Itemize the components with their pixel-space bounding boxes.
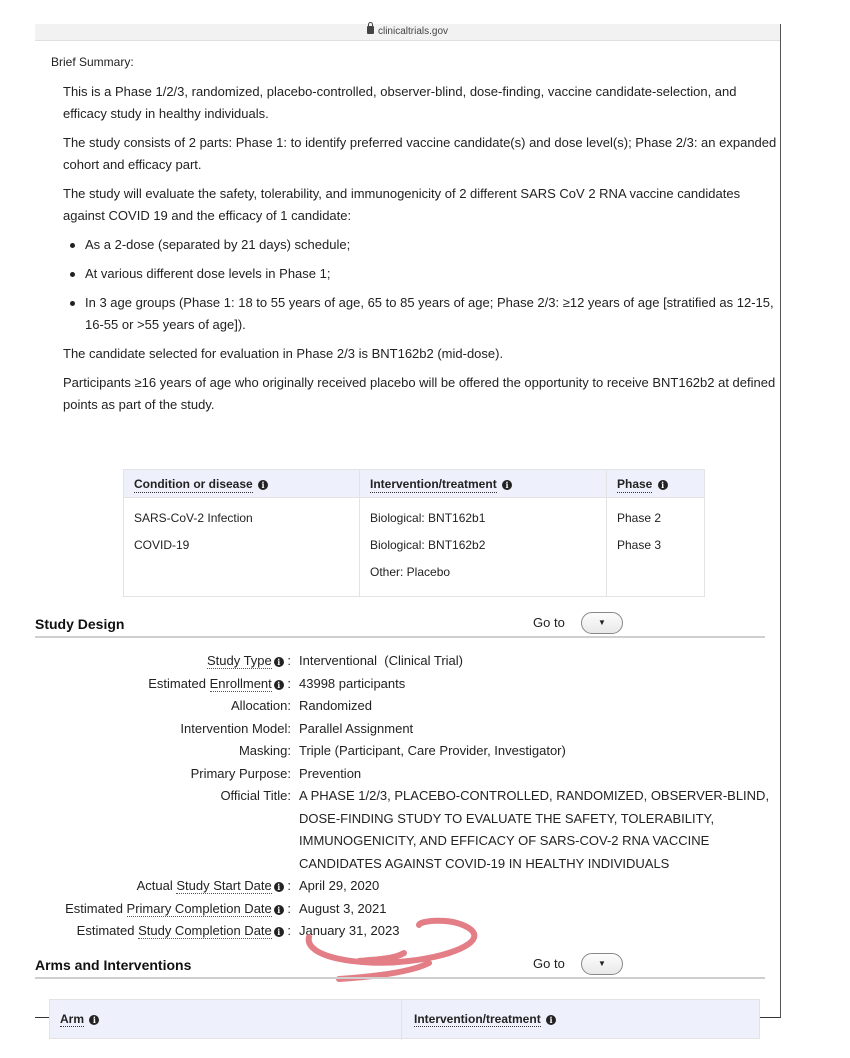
glossary-link[interactable]: Primary Completion Date <box>126 900 272 916</box>
caret-down-icon: ▼ <box>598 618 606 627</box>
design-row-label <box>239 740 291 763</box>
info-icon[interactable]: i <box>546 1015 556 1025</box>
column-header-phase[interactable]: Phase i <box>607 470 705 498</box>
column-header-intervention[interactable]: Intervention/treatment i <box>360 470 607 498</box>
lock-icon <box>367 26 374 34</box>
label-prefix: Masking: <box>238 743 291 758</box>
design-row-label <box>207 650 291 673</box>
column-header-arm[interactable]: Arm i <box>60 1012 99 1026</box>
summary-bullet: As a 2-dose (separated by 21 days) schedule; <box>63 234 779 256</box>
brief-summary-label: Brief Summary: <box>51 55 134 69</box>
label-colon: : <box>283 878 291 893</box>
design-row-label <box>220 785 291 808</box>
intervention-item: Other: Placebo <box>370 565 451 579</box>
design-row-value: Triple (Participant, Care Provider, Investigator) <box>299 743 566 758</box>
design-row-label <box>231 695 291 718</box>
design-row-value: Parallel Assignment <box>299 720 414 736</box>
summary-bullet-list <box>63 234 779 336</box>
design-row-label <box>191 763 291 786</box>
info-icon[interactable]: i <box>274 657 284 667</box>
section-title: Study Design <box>35 616 125 632</box>
label-prefix: Intervention Model: <box>180 720 291 736</box>
label-prefix: Official Title: <box>220 788 291 803</box>
summary-paragraph: The study consists of 2 parts: Phase 1: to identify preferred vaccine candidate(s) and dose level(s); Phase 2/3: an expanded cohort and efficacy part. <box>63 135 777 172</box>
label-prefix: Estimated <box>65 900 127 916</box>
goto-dropdown-button[interactable] <box>581 612 623 634</box>
goto-label: Go to <box>533 615 565 630</box>
goto-dropdown-button[interactable] <box>581 953 623 975</box>
info-icon[interactable]: i <box>502 480 512 490</box>
intervention-item: Biological: BNT162b1 <box>370 511 486 525</box>
phases-cell <box>607 498 705 597</box>
label-colon: : <box>283 675 291 691</box>
design-row-value: April 29, 2020 <box>299 878 380 893</box>
design-row-label <box>148 673 291 696</box>
summary-bullet: In 3 age groups (Phase 1: 18 to 55 years of age, 65 to 85 years of age; Phase 2/3: ≥12 years of age [stratified as 12-15, 16-55 or >55 years of age]). <box>63 292 779 336</box>
browser-frame <box>35 24 781 1026</box>
design-row-value: Interventional (Clinical Trial) <box>299 653 464 668</box>
brief-summary <box>63 81 779 423</box>
goto-label: Go to <box>533 956 565 971</box>
summary-paragraph: This is a Phase 1/2/3, randomized, placebo-controlled, observer-blind, dose-finding, vaccine candidate-selection, and efficacy study in healthy individuals. <box>63 84 737 121</box>
summary-paragraph: The study will evaluate the safety, tolerability, and immunogenicity of 2 different SARS CoV 2 RNA vaccine candidates against COVID 19 and the efficacy of 1 candidate: <box>63 186 741 223</box>
caret-down-icon: ▼ <box>598 959 606 968</box>
info-icon[interactable]: i <box>258 480 268 490</box>
label-colon: : <box>283 900 291 916</box>
arms-interventions-header <box>35 953 765 979</box>
condition-item: SARS-CoV-2 Infection <box>134 511 253 525</box>
column-divider <box>401 1000 402 1040</box>
design-row-label <box>65 898 291 921</box>
design-row-value: January 31, 2023 <box>299 923 400 938</box>
study-design-header <box>35 612 765 638</box>
label-prefix: Estimated <box>148 675 210 691</box>
glossary-link[interactable]: Study Start Date <box>176 878 272 893</box>
design-row-label <box>77 920 291 943</box>
column-header-intervention[interactable]: Intervention/treatment i <box>414 1012 556 1026</box>
glossary-link[interactable]: Enrollment <box>209 675 272 691</box>
column-header-condition[interactable]: Condition or disease i <box>124 470 360 498</box>
info-icon[interactable]: i <box>274 680 284 690</box>
conditions-cell <box>124 498 360 597</box>
interventions-cell <box>360 498 607 597</box>
url-text: clinicaltrials.gov <box>377 26 449 37</box>
design-row-value: August 3, 2021 <box>299 900 387 916</box>
design-row-value: Randomized <box>299 698 372 713</box>
label-prefix: Estimated <box>76 923 139 938</box>
info-icon[interactable]: i <box>274 882 284 892</box>
phase-item: Phase 3 <box>617 538 662 552</box>
arms-table <box>49 999 760 1039</box>
summary-paragraph: The candidate selected for evaluation in Phase 2/3 is BNT162b2 (mid-dose). <box>63 346 504 361</box>
label-colon: : <box>283 653 291 668</box>
glossary-link[interactable]: Study Completion Date <box>138 923 272 938</box>
condition-item: COVID-19 <box>134 538 190 552</box>
section-title: Arms and Interventions <box>35 957 192 973</box>
summary-paragraph: Participants ≥16 years of age who originally received placebo will be offered the opportunity to receive BNT162b2 at defined points as part of the study. <box>63 375 776 412</box>
conditions-table <box>123 469 705 597</box>
summary-bullet: At various different dose levels in Phase 1; <box>63 263 779 285</box>
intervention-item: Biological: BNT162b2 <box>370 538 486 552</box>
design-row-value: A PHASE 1/2/3, PLACEBO-CONTROLLED, RANDOMIZED, OBSERVER-BLIND, DOSE-FINDING STUDY TO EVALUATE THE SAFETY, TOLERABILITY, IMMUNOGENICITY, AND EFFICACY OF SARS-COV-2 RNA VACCINE CANDIDATES AGAINST COVID-19 IN HEALTHY INDIVIDUALS <box>299 788 773 871</box>
label-prefix: Allocation: <box>231 698 291 713</box>
design-row-label <box>137 875 291 898</box>
label-prefix: Actual <box>136 878 177 893</box>
info-icon[interactable]: i <box>89 1015 99 1025</box>
url-bar[interactable] <box>35 24 780 41</box>
table-row <box>124 498 705 597</box>
phase-item: Phase 2 <box>617 511 662 525</box>
info-icon[interactable]: i <box>658 480 668 490</box>
design-row-value: 43998 participants <box>299 675 406 691</box>
info-icon[interactable]: i <box>274 905 284 915</box>
label-colon: : <box>283 923 291 938</box>
label-prefix: Primary Purpose: <box>190 765 291 781</box>
glossary-link[interactable]: Study Type <box>206 653 272 668</box>
design-row-value: Prevention <box>299 765 362 781</box>
design-row-label <box>180 718 291 741</box>
info-icon[interactable]: i <box>274 927 284 937</box>
